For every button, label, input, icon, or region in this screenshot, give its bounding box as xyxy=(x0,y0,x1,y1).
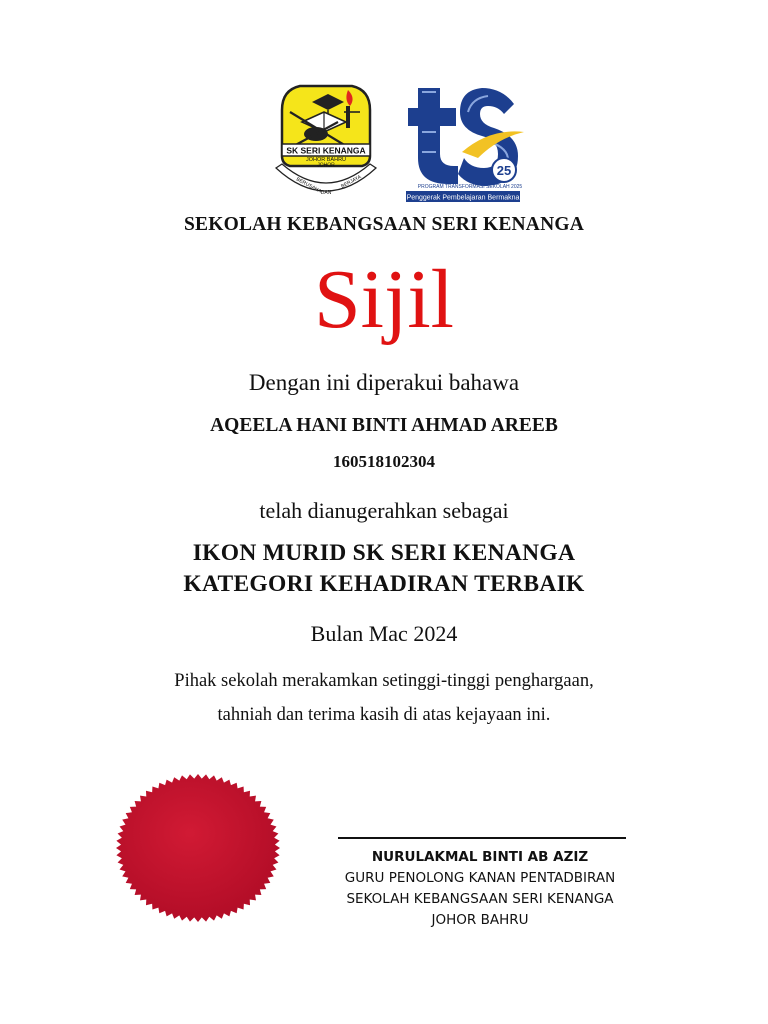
school-crest-logo xyxy=(272,82,380,210)
crest-motto-middle: DAN xyxy=(320,190,332,196)
red-seal xyxy=(108,770,288,926)
ts25-banner: Penggerak Pembelajaran Bermakna xyxy=(406,194,520,202)
crest-motto-right: BERJAYA xyxy=(340,174,363,190)
certificate-intro: Dengan ini diperakui bahawa xyxy=(248,370,520,395)
school-name-heading: SEKOLAH KEBANGSAAN SERI KENANGA xyxy=(183,214,585,235)
ts25-caption: PROGRAM TRANSFORMASI SEKOLAH 2025 xyxy=(417,184,523,190)
award-title-line1: IKON MURID SK SERI KENANGA xyxy=(192,540,576,566)
award-title-line2: KATEGORI KEHADIRAN TERBAIK xyxy=(183,571,585,597)
crest-motto-left: BERUSAHA xyxy=(295,176,323,195)
award-month: Bulan Mac 2024 xyxy=(310,621,458,646)
awarded-as-text: telah dianugerahkan sebagai xyxy=(259,498,509,523)
crest-location-line1: JOHOR BAHRU xyxy=(305,157,347,163)
student-id: 160518102304 xyxy=(333,452,435,471)
closing-line1: Pihak sekolah merakamkan setinggi-tinggi penghargaan, xyxy=(174,671,594,691)
crest-location-line2: JOHOR xyxy=(317,162,335,169)
signatory-school: SEKOLAH KEBANGSAAN SERI KENANGA xyxy=(346,891,614,907)
ts25-program-logo xyxy=(398,82,528,204)
certificate-title: Sijil xyxy=(313,253,455,346)
signatory-name: NURULAKMAL BINTI AB AZIZ xyxy=(371,849,589,865)
ts25-number: 25 xyxy=(496,163,512,178)
signature-line xyxy=(338,837,626,839)
crest-school-name: SK SERI KENANGA xyxy=(286,145,366,156)
closing-line2: tahniah dan terima kasih di atas kejayaan ini. xyxy=(217,705,551,725)
signatory-city: JOHOR BAHRU xyxy=(431,912,529,928)
signatory-position: GURU PENOLONG KANAN PENTADBIRAN xyxy=(344,870,616,886)
student-name: AQEELA HANI BINTI AHMAD AREEB xyxy=(210,415,558,436)
